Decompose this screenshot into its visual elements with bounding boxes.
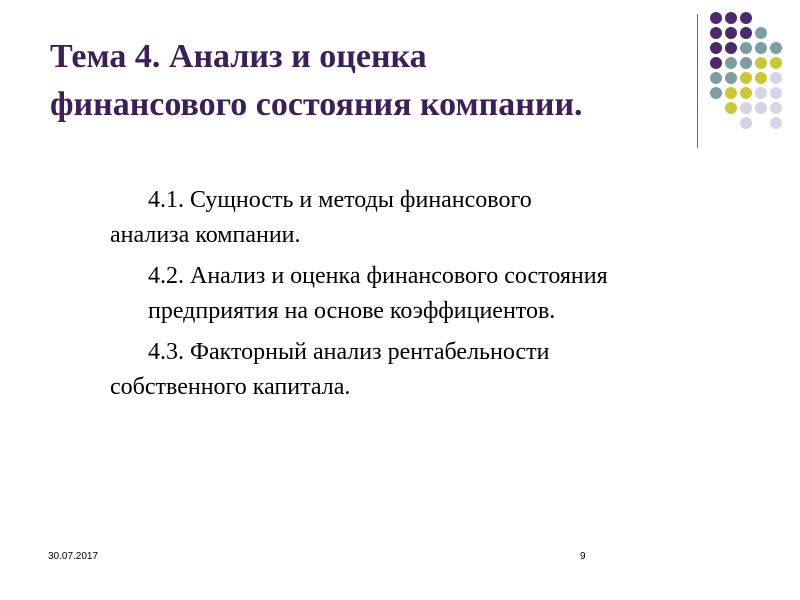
decorative-dot	[725, 87, 737, 99]
content-item-4-1	[110, 183, 770, 253]
decorative-dot	[740, 72, 752, 84]
decorative-dot	[740, 12, 752, 24]
slide-title	[50, 33, 690, 129]
decorative-dot	[725, 102, 737, 114]
content-item-line: анализа компании.	[110, 222, 301, 248]
decorative-dot	[725, 72, 737, 84]
decorative-dot	[725, 42, 737, 54]
decorative-dot	[770, 117, 782, 129]
decorative-dot	[755, 72, 767, 84]
decorative-dot	[710, 27, 722, 39]
content-item-line: 4.1. Сущность и методы финансового	[148, 187, 532, 213]
decorative-dot	[755, 42, 767, 54]
decorative-dot	[725, 12, 737, 24]
decorative-dot	[770, 87, 782, 99]
decorative-dot-grid	[710, 12, 790, 132]
decorative-dot	[770, 102, 782, 114]
content-item-line: 4.3. Факторный анализ рентабельности	[148, 339, 550, 365]
decorative-dot	[710, 57, 722, 69]
content-item-4-3	[110, 335, 770, 405]
content-item-4-2	[110, 259, 770, 329]
content-item-line: предприятия на основе коэффициентов.	[148, 298, 556, 324]
decorative-dot	[725, 27, 737, 39]
decorative-dot	[755, 57, 767, 69]
decorative-dot	[740, 57, 752, 69]
content-item-line: 4.2. Анализ и оценка финансового состояния	[148, 263, 608, 289]
decorative-dot	[710, 87, 722, 99]
footer-date: 30.07.2017	[48, 551, 99, 562]
decorative-dot	[740, 102, 752, 114]
slide-content	[110, 183, 770, 411]
decorative-dot	[740, 117, 752, 129]
decorative-dot	[770, 72, 782, 84]
decorative-dot	[725, 57, 737, 69]
decorative-dot	[710, 42, 722, 54]
slide-title-line-2: финансового состояния компании.	[50, 86, 583, 123]
decorative-dot	[770, 42, 782, 54]
decorative-dot	[740, 87, 752, 99]
title-divider	[697, 14, 698, 148]
decorative-dot	[740, 27, 752, 39]
content-item-line: собственного капитала.	[110, 374, 351, 400]
decorative-dot	[740, 42, 752, 54]
decorative-dot	[710, 12, 722, 24]
slide-title-line-1: Тема 4. Анализ и оценка	[50, 38, 427, 75]
decorative-dot	[710, 72, 722, 84]
page-number: 9	[580, 551, 586, 562]
decorative-dot	[755, 102, 767, 114]
decorative-dot	[755, 27, 767, 39]
decorative-dot	[770, 57, 782, 69]
decorative-dot	[755, 87, 767, 99]
